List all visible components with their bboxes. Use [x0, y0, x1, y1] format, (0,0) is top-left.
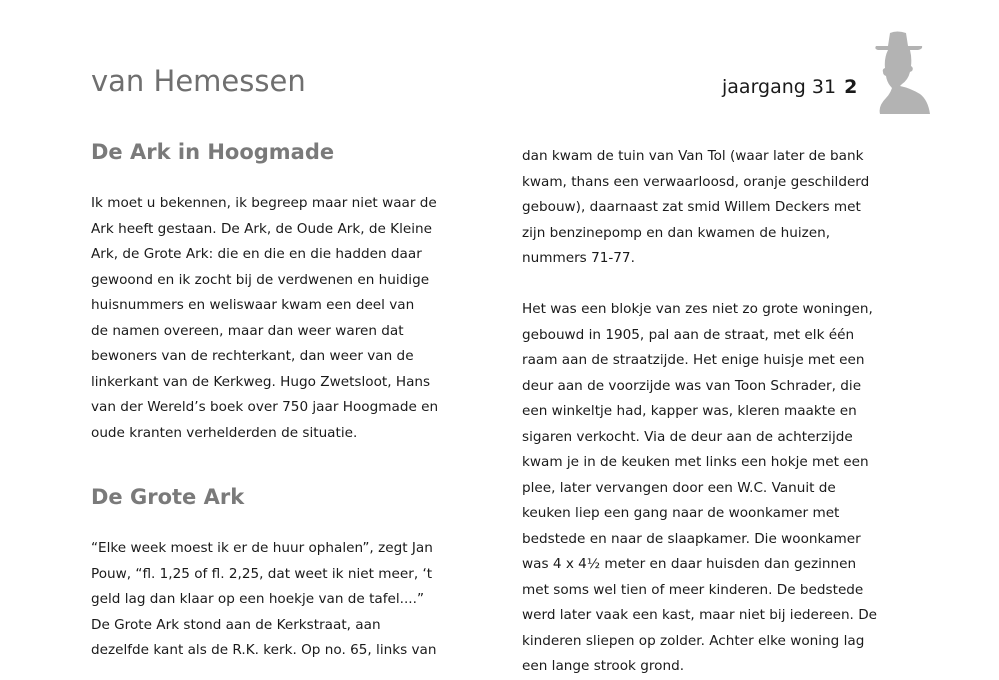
left-column — [91, 138, 491, 664]
text-line: van der Wereld’s boek over 750 jaar Hoogmade en — [91, 399, 439, 415]
volume-text: jaargang 31 — [722, 76, 837, 98]
text-line: keuken liep een gang naar de woonkamer met — [522, 505, 840, 521]
text-line: raam aan de straatzijde. Het enige huisje met een — [522, 352, 865, 368]
text-line: Ark, de Grote Ark: die en die en die hadden daar — [91, 246, 422, 262]
right-column — [522, 144, 922, 680]
text-line: “Elke week moest ik er de huur ophalen”, zegt Jan — [91, 540, 433, 556]
text-line: deur aan de voorzijde was van Toon Schrader, die — [522, 377, 862, 394]
text-line: Ark heeft gestaan. De Ark, de Oude Ark, de Kleine — [91, 220, 432, 237]
text-line: sigaren verkocht. Via de deur aan de achterzijde — [522, 428, 853, 445]
text-line: dan kwam de tuin van Van Tol (waar later de bank — [522, 148, 864, 164]
volume-page-label — [722, 76, 857, 98]
text-line: was 4 x 4½ meter en daar huisden dan gezinnen — [522, 556, 857, 572]
text-line: Het was een blokje van zes niet zo grote woningen, — [522, 301, 873, 317]
text-line: met soms wel tien of meer kinderen. De bedstede — [522, 581, 864, 598]
text-line: kwam, thans een verwaarloosd, oranje geschilderd — [522, 173, 870, 190]
section-heading-grote-ark: De Grote Ark — [91, 485, 245, 509]
text-line: kwam je in de keuken met links een hokje met een — [522, 454, 869, 470]
text-line: een winkeltje had, kapper was, kleren maakte en — [522, 403, 857, 419]
text-line: bewoners van de rechterkant, dan weer van de — [91, 348, 414, 364]
text-line: Ik moet u bekennen, ik begreep maar niet waar de — [91, 195, 437, 211]
text-line: gebouw), daarnaast zat smid Willem Deckers met — [522, 199, 861, 215]
text-line: huisnummers en weliswaar kwam een deel van — [91, 297, 415, 313]
man-with-hat-silhouette-icon — [866, 28, 930, 114]
section-heading-ark-in-hoogmade: De Ark in Hoogmade — [91, 140, 335, 164]
text-line: zijn benzinepomp en dan kwamen de huizen, — [522, 224, 831, 241]
text-line: linkerkant van de Kerkweg. Hugo Zwetsloot, Hans — [91, 373, 431, 390]
author-name: van Hemessen — [91, 64, 306, 98]
text-line: plee, later vervangen door een W.C. Vanuit de — [522, 479, 836, 496]
paragraph-intro — [91, 191, 491, 446]
text-line: Pouw, “fl. 1,25 of fl. 2,25, dat weet ik niet meer, ‘t — [91, 565, 433, 582]
text-line: geld lag dan klaar op een hoekje van de tafel....” — [91, 591, 424, 607]
text-line: de namen overeen, maar dan weer waren dat — [91, 322, 404, 339]
paragraph-woningen — [522, 297, 922, 680]
text-line: kinderen sliepen op zolder. Achter elke woning lag — [522, 632, 865, 649]
text-line: gewoond en ik zocht bij de verdwenen en huidige — [91, 271, 430, 288]
text-line: werd later vaak een kast, maar niet bij iedereen. De — [522, 607, 878, 623]
text-line: oude kranten verhelderden de situatie. — [91, 424, 358, 441]
text-line: De Grote Ark stond aan de Kerkstraat, aan — [91, 616, 381, 633]
page-number: 2 — [844, 76, 858, 98]
text-line: een lange strook grond. — [522, 658, 685, 674]
text-line: dezelfde kant als de R.K. kerk. Op no. 65, links van — [91, 642, 437, 658]
paragraph-continuation — [522, 144, 922, 272]
text-line: gebouwd in 1905, pal aan de straat, met elk één — [522, 326, 855, 343]
text-line: bedstede en naar de slaapkamer. Die woonkamer — [522, 530, 861, 547]
text-line: nummers 71-77. — [522, 250, 635, 266]
paragraph-grote-ark — [91, 536, 491, 664]
